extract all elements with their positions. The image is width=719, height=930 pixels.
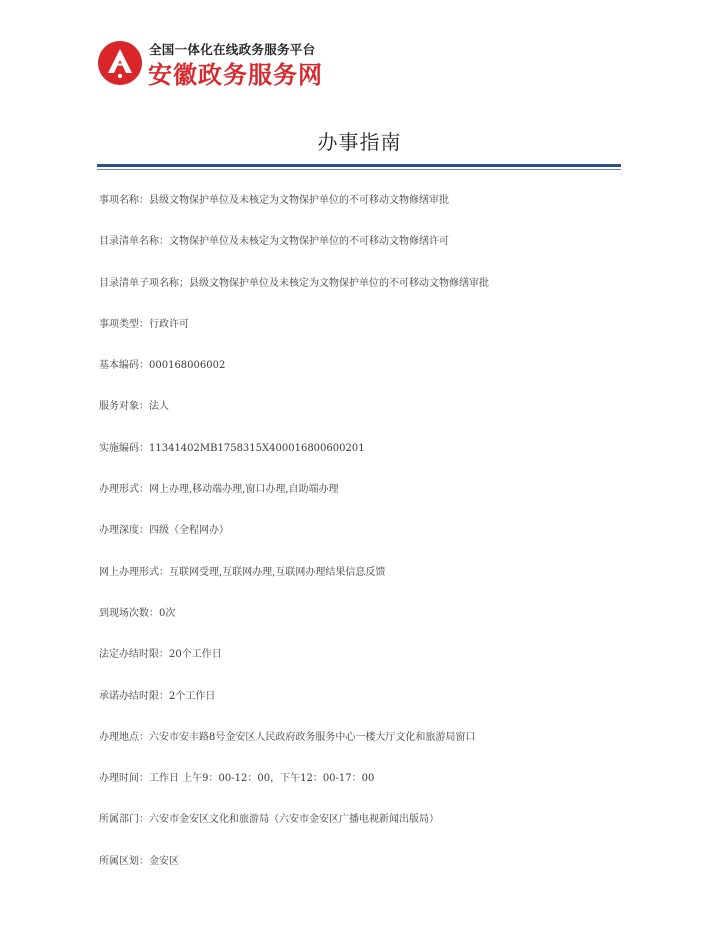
field-value: 网上办理,移动端办理,窗口办理,自助端办理 bbox=[149, 484, 339, 496]
field-handling-hours: 办理时间：工作日 上午9：00-12：00，下午12：00-17：00 bbox=[99, 773, 375, 785]
field-label: 办理深度 bbox=[99, 525, 139, 537]
field-value: 四级（全程网办） bbox=[149, 525, 229, 537]
guide-fields bbox=[99, 194, 639, 896]
field-label: 事项类型 bbox=[99, 318, 139, 330]
field-label: 到现场次数 bbox=[99, 607, 149, 619]
field-handling-form: 办理形式：网上办理,移动端办理,窗口办理,自助端办理 bbox=[99, 484, 339, 496]
field-label: 事项名称 bbox=[99, 195, 139, 206]
field-item-name: 事项名称：县级文物保护单位及未核定为文物保护单位的不可移动文物修缮审批 bbox=[99, 195, 449, 206]
field-service-target: 服务对象：法人 bbox=[99, 401, 169, 413]
field-label: 法定办结时限 bbox=[99, 649, 159, 661]
field-label: 目录清单名称 bbox=[99, 236, 159, 248]
field-label: 实施编码 bbox=[99, 442, 139, 454]
page-title: 办事指南 bbox=[317, 130, 402, 154]
field-catalog-subitem-name: 目录清单子项名称；县级文物保护单位及未核定为文物保护单位的不可移动文物修缮审批 bbox=[99, 277, 489, 289]
field-value: 行政许可 bbox=[149, 318, 189, 330]
field-handling-location: 办理地点：六安市安丰路8号金安区人民政府政务服务中心一楼大厅文化和旅游局窗口 bbox=[99, 731, 476, 743]
field-value: 11341402MB1758315X400016800600201 bbox=[149, 442, 365, 454]
field-label: 所属区划 bbox=[99, 855, 139, 867]
field-promised-time-limit: 承诺办结时限：2个工作日 bbox=[99, 690, 216, 702]
field-department: 所属部门：六安市金安区文化和旅游局（六安市金安区广播电视新闻出版局） bbox=[99, 814, 439, 826]
site-logo[interactable] bbox=[97, 38, 337, 88]
field-value: 六安市金安区文化和旅游局（六安市金安区广播电视新闻出版局） bbox=[149, 814, 439, 826]
logo-mark-icon bbox=[97, 40, 143, 86]
field-legal-time-limit: 法定办结时限：20个工作日 bbox=[99, 649, 222, 661]
field-value: 000168006002 bbox=[149, 360, 226, 372]
field-value: 20个工作日 bbox=[169, 649, 222, 661]
field-catalog-name: 目录清单名称：文物保护单位及未核定为文物保护单位的不可移动文物修缮许可 bbox=[99, 236, 449, 248]
field-value: 2个工作日 bbox=[169, 690, 216, 702]
title-divider-thick bbox=[97, 164, 621, 167]
field-label: 承诺办结时限 bbox=[99, 690, 159, 702]
field-onsite-visits: 到现场次数：0次 bbox=[99, 607, 176, 619]
field-label: 基本编码 bbox=[99, 360, 139, 372]
field-value: 县级文物保护单位及未核定为文物保护单位的不可移动文物修缮审批 bbox=[189, 277, 489, 289]
logo-site-name: 安徽政务服务网 bbox=[148, 61, 323, 89]
field-online-handling-form: 网上办理形式：互联网受理,互联网办理,互联网办理结果信息反馈 bbox=[99, 566, 386, 578]
field-item-type: 事项类型：行政许可 bbox=[99, 318, 189, 330]
field-value: 互联网受理,互联网办理,互联网办理结果信息反馈 bbox=[169, 566, 386, 578]
title-divider-thin bbox=[97, 169, 621, 170]
field-region: 所属区划：金安区 bbox=[99, 855, 179, 867]
field-value: 法人 bbox=[149, 401, 169, 413]
field-label: 目录清单子项名称 bbox=[99, 277, 179, 289]
field-value: 工作日 上午9：00-12：00，下午12：00-17：00 bbox=[149, 773, 375, 785]
field-label: 服务对象 bbox=[99, 401, 139, 413]
field-label: 办理地点 bbox=[99, 731, 139, 743]
field-handling-depth: 办理深度：四级（全程网办） bbox=[99, 525, 229, 537]
field-label: 办理时间 bbox=[99, 773, 139, 785]
field-label: 网上办理形式 bbox=[99, 566, 159, 578]
field-label: 所属部门 bbox=[99, 814, 139, 826]
field-implementation-code: 实施编码：11341402MB1758315X400016800600201 bbox=[99, 442, 365, 454]
field-value: 县级文物保护单位及未核定为文物保护单位的不可移动文物修缮审批 bbox=[149, 195, 449, 206]
field-value: 金安区 bbox=[149, 855, 179, 867]
field-value: 六安市安丰路8号金安区人民政府政务服务中心一楼大厅文化和旅游局窗口 bbox=[149, 731, 476, 743]
logo-platform-text: 全国一体化在线政务服务平台 bbox=[149, 42, 316, 57]
field-value: 0次 bbox=[159, 607, 176, 619]
field-label: 办理形式 bbox=[99, 484, 139, 496]
field-value: 文物保护单位及未核定为文物保护单位的不可移动文物修缮许可 bbox=[169, 236, 449, 248]
field-basic-code: 基本编码：000168006002 bbox=[99, 360, 226, 372]
